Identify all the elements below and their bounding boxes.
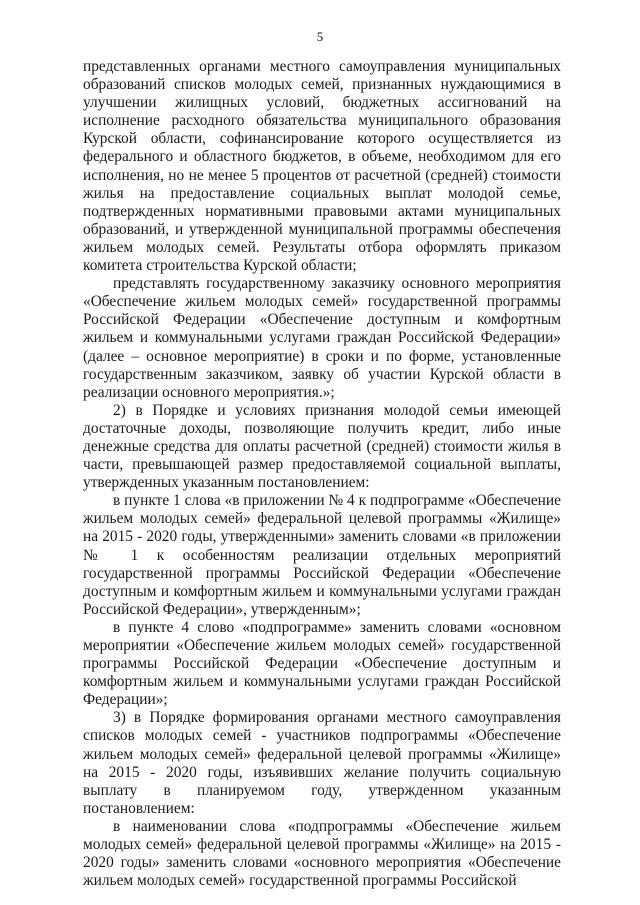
document-body <box>83 58 561 890</box>
paragraph: представлять государственному заказчику основного мероприятия «Обеспечение жильем молодых семей» государственной программы Российской Федерации «Обеспечение доступным и комфортным жильем и коммунальными услугами граждан Российской Федерации» (далее – основное мероприятие) в сроки и по форме, установленные государственным заказчиком, заявку об участии Курской области в реализации основного мероприятия.»; <box>83 275 561 401</box>
paragraph: представленных органами местного самоуправления муниципальных образований списков молодых семей, признанных нуждающимися в улучшении жилищных условий, бюджетных ассигнований на исполнение расходного обязательства муниципального образования Курской области, софинансирование которого осуществляется из федерального и областного бюджетов, в объеме, необходимом для его исполнения, но не менее 5 процентов от расчетной (средней) стоимости жилья на предоставление социальных выплат молодой семье, подтвержденных нормативными правовыми актами муниципальных образований, и утвержденной муниципальной программы обеспечения жильем молодых семей. Результаты отбора оформлять приказом комитета строительства Курской области; <box>83 58 561 275</box>
paragraph: в пункте 4 слово «подпрограмме» заменить словами «основном мероприятии «Обеспечение жильем молодых семей» государственной программы Российской Федерации «Обеспечение доступным и комфортным жильем и коммунальными услугами граждан Российской Федерации»; <box>83 618 561 709</box>
paragraph: 3) в Порядке формирования органами местного самоуправления списков молодых семей - участников подпрограммы «Обеспечение жильем молодых семей» федеральной целевой программы «Жилище» на 2015 - 2020 годы, изъявивших желание получить социальную выплату в планируемом году, утвержденном указанным постановлением: <box>83 709 561 817</box>
paragraph: 2) в Порядке и условиях признания молодой семьи имеющей достаточные доходы, позволяющие получить кредит, либо иные денежные средства для оплаты расчетной (средней) стоимости жилья в части, превышающей размер предоставляемой социальной выплаты, утвержденных указанным постановлением: <box>83 401 561 492</box>
paragraph: в наименовании слова «подпрограммы «Обеспечение жильем молодых семей» федеральной целевой программы «Жилище» на 2015 - 2020 годы» заменить словами «основного мероприятия «Обеспечение жильем молодых семей» государственной программы Российской <box>83 817 561 890</box>
paragraph: в пункте 1 слова «в приложении № 4 к подпрограмме «Обеспечение жильем молодых семей» федеральной целевой программы «Жилище» на 2015 - 2020 годы, утвержденными» заменить словами «в приложении № 1 к особенностям реализации отдельных мероприятий государственной программы Российской Федерации «Обеспечение доступным и комфортным жильем и коммунальными услугами граждан Российской Федерации», утвержденным»; <box>83 492 561 618</box>
page-number: 5 <box>316 29 324 44</box>
